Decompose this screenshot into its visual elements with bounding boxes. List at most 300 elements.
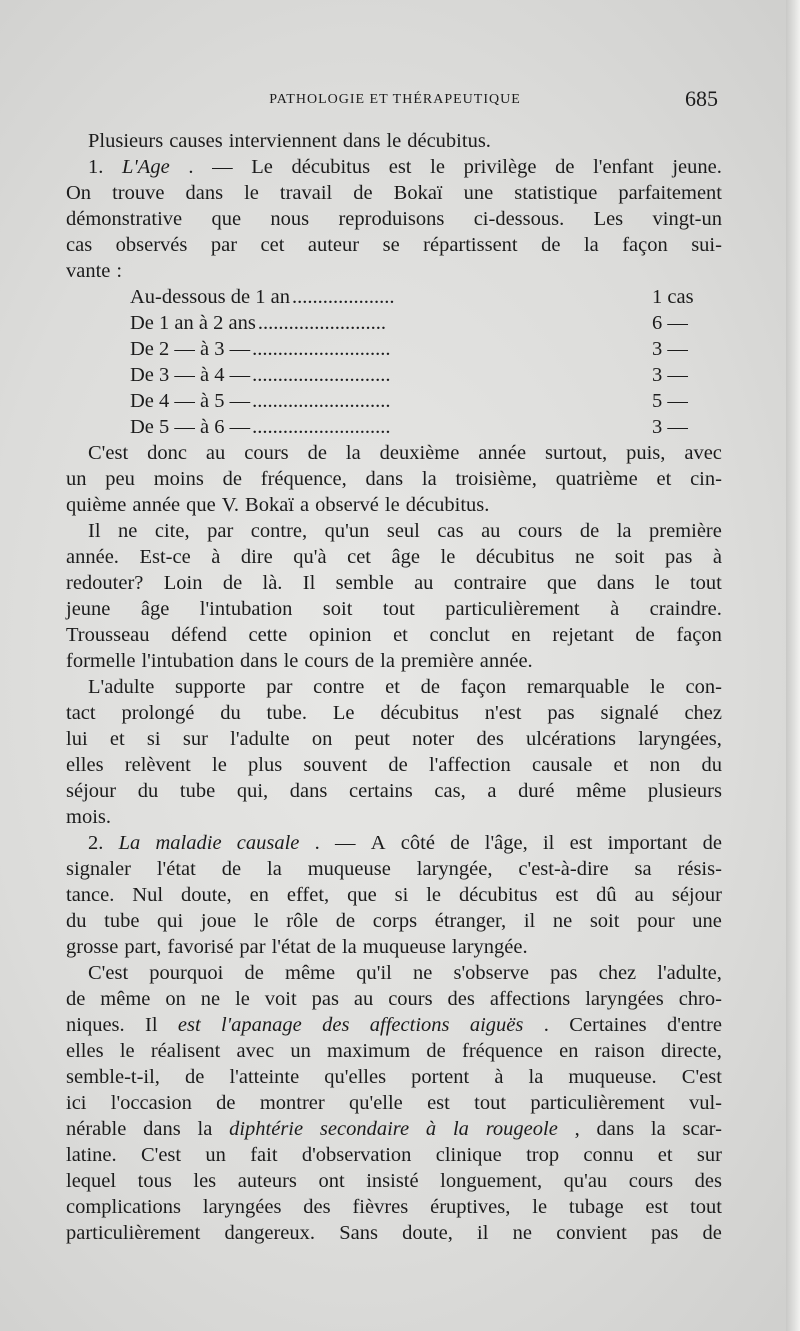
word: nous	[270, 208, 310, 230]
word: rôle	[286, 910, 319, 932]
word: portent	[411, 1066, 470, 1088]
word: l'intubation	[141, 650, 234, 672]
text-line	[66, 1012, 722, 1038]
word: est	[177, 1014, 201, 1036]
word: :	[116, 260, 123, 282]
word: causale	[532, 754, 593, 776]
word: la	[528, 1066, 544, 1088]
word: que	[347, 884, 377, 906]
word: latine.	[66, 1144, 117, 1166]
word: aiguës	[469, 1014, 524, 1036]
word: 1.	[88, 156, 104, 178]
word: .	[188, 156, 194, 178]
age-range-label: De 1 an à 2 ans	[130, 312, 256, 334]
word: conclut	[429, 624, 490, 646]
word: C'est	[88, 442, 129, 464]
word: de	[66, 988, 86, 1010]
word: se	[382, 234, 400, 256]
word: sa	[634, 858, 652, 880]
word: diphtérie	[229, 1118, 304, 1140]
word: c'est-à-dire	[518, 858, 609, 880]
word: duré	[518, 780, 555, 802]
word: décubitus	[458, 884, 538, 906]
paragraph	[66, 830, 722, 960]
word: observés	[115, 234, 188, 256]
word: parfaitement	[618, 182, 722, 204]
word: secondaire	[319, 1118, 410, 1140]
word: surtout,	[545, 442, 608, 464]
text-line	[66, 1168, 722, 1194]
word: cours	[517, 520, 563, 542]
age-range-label: Au-dessous de 1 an	[130, 286, 290, 308]
word: vul-	[688, 1092, 722, 1114]
age-range-label: De 5 — à 6 —	[130, 416, 251, 438]
word: année.	[66, 546, 119, 568]
word: ont	[318, 1170, 345, 1192]
word: lequel	[66, 1170, 117, 1192]
word: éruptives,	[430, 1196, 511, 1218]
word: ne	[512, 1222, 533, 1244]
word: le	[235, 988, 250, 1010]
word: de	[702, 1222, 722, 1244]
word: qu'à	[293, 546, 327, 568]
text-line	[66, 596, 722, 622]
word: l'état	[271, 936, 311, 958]
word: et	[613, 754, 629, 776]
word: deuxième	[379, 442, 460, 464]
word: des	[303, 1196, 331, 1218]
word: laryngée.	[451, 936, 528, 958]
word: affections	[369, 1014, 450, 1036]
word: Trousseau	[66, 624, 150, 646]
word: Il	[145, 1014, 158, 1036]
text-line	[66, 1142, 722, 1168]
word: il	[542, 832, 555, 854]
word: de	[354, 650, 375, 672]
page-edge-shadow	[786, 0, 800, 1331]
word: que	[211, 208, 242, 230]
word: V.	[221, 494, 240, 516]
word: lui	[66, 728, 88, 750]
word: sur	[696, 1144, 722, 1166]
word: de	[222, 572, 243, 594]
word: tout	[690, 1196, 722, 1218]
word: décubitus	[475, 546, 555, 568]
word: le	[430, 156, 445, 178]
word: moins	[153, 468, 204, 490]
word: sur	[182, 728, 208, 750]
word: fréquence	[462, 1040, 543, 1062]
dot-leader: ...........................	[252, 338, 391, 360]
word: dans	[596, 1118, 635, 1140]
word: que	[546, 572, 577, 594]
word: soit	[614, 546, 645, 568]
word: séjour	[671, 884, 722, 906]
word: et	[109, 728, 125, 750]
word: l'affection	[428, 754, 511, 776]
word: .	[314, 832, 320, 854]
word: par	[266, 676, 293, 698]
word: connu	[583, 1144, 634, 1166]
word: A	[370, 832, 386, 854]
word: de	[450, 832, 470, 854]
word: doute,	[402, 1222, 453, 1244]
word: reproduisons	[338, 208, 445, 230]
word: cours	[628, 1170, 674, 1192]
word: laryngées	[202, 1196, 282, 1218]
word: le	[532, 1196, 548, 1218]
paragraph	[66, 674, 722, 830]
word: de	[185, 1066, 205, 1088]
text-line	[66, 648, 722, 674]
word: étranger,	[434, 910, 507, 932]
word: est	[388, 156, 412, 178]
age-range-label: De 3 — à 4 —	[130, 364, 251, 386]
table-row	[66, 362, 716, 388]
word: laryngées	[585, 988, 664, 1010]
word: là.	[262, 572, 283, 594]
word: et	[393, 624, 408, 646]
word: non	[649, 754, 681, 776]
word: la	[583, 234, 599, 256]
word: contre	[313, 676, 365, 698]
word: doute,	[180, 884, 232, 906]
word: contre,	[250, 520, 308, 542]
word: avec	[236, 1040, 275, 1062]
word: soit	[322, 598, 353, 620]
word: l'adulte	[230, 728, 290, 750]
word: l'âge,	[484, 832, 528, 854]
case-count: 3 —	[652, 364, 688, 386]
word: convient	[556, 1222, 627, 1244]
word: l'apanage	[221, 1014, 302, 1036]
word: il	[523, 910, 536, 932]
word: Nul	[132, 884, 164, 906]
word: tubage	[568, 1196, 624, 1218]
word: la	[650, 1118, 666, 1140]
word: d'observation	[301, 1144, 412, 1166]
word: un	[205, 1144, 226, 1166]
text-line	[66, 544, 722, 570]
text-line	[66, 1038, 722, 1064]
word: tous	[137, 1170, 172, 1192]
word: a	[487, 780, 497, 802]
word: prolongé	[121, 702, 195, 724]
word: peut	[354, 728, 390, 750]
word: le	[440, 546, 456, 568]
word: elles	[66, 1040, 104, 1062]
word: Le	[251, 156, 273, 178]
word: signalé	[600, 702, 659, 724]
word: au	[634, 884, 654, 906]
word: La	[118, 832, 141, 854]
word: à	[610, 598, 620, 620]
word: âge	[140, 598, 170, 620]
word: montrer	[259, 1092, 325, 1114]
word: est	[645, 1196, 669, 1218]
table-row	[66, 284, 716, 310]
text-line	[66, 700, 722, 726]
word: de	[541, 234, 561, 256]
word: année.	[479, 650, 533, 672]
word: au	[414, 572, 434, 594]
word: travail	[279, 182, 333, 204]
word: le	[119, 1040, 135, 1062]
word: séjour	[66, 780, 117, 802]
word: des	[694, 1170, 722, 1192]
word: Plusieurs	[88, 130, 164, 152]
word: à	[425, 1118, 437, 1140]
word: maladie	[155, 832, 222, 854]
word: des	[447, 988, 475, 1010]
word: muqueuse	[307, 858, 391, 880]
word: à	[494, 1066, 504, 1088]
word: effet,	[286, 884, 330, 906]
word: de	[579, 520, 600, 542]
word: cite,	[154, 520, 190, 542]
word: remarquable	[526, 676, 630, 698]
word: au	[205, 442, 226, 464]
text-line	[66, 726, 722, 752]
word: si	[394, 884, 409, 906]
word: qu'un	[324, 520, 370, 542]
paragraph	[66, 518, 722, 674]
word: décubitus.	[405, 494, 490, 516]
word: grosse	[66, 936, 119, 958]
dot-leader: ....................	[292, 286, 395, 308]
word: seul	[386, 520, 420, 542]
text-line	[66, 518, 722, 544]
word: noter	[412, 728, 455, 750]
table-row	[66, 414, 716, 440]
word: un	[290, 1040, 311, 1062]
word: de	[307, 442, 327, 464]
word: le	[244, 182, 259, 204]
word: fréquence,	[260, 468, 347, 490]
paragraph	[66, 440, 722, 518]
word: chro-	[678, 988, 722, 1010]
dot-leader: ...........................	[252, 416, 391, 438]
word: du	[220, 702, 241, 724]
word: C'est	[140, 1144, 182, 1166]
word: certains	[349, 780, 413, 802]
word: pour	[637, 910, 675, 932]
word: jeune	[66, 598, 111, 620]
word: dire	[240, 546, 273, 568]
paragraph	[66, 128, 722, 154]
word: qui	[157, 910, 184, 932]
word: On	[66, 182, 92, 204]
word: cette	[248, 624, 288, 646]
word: signaler	[66, 858, 131, 880]
word: Loin	[163, 572, 203, 594]
word: du	[137, 780, 159, 802]
text-line	[66, 232, 722, 258]
word: L'adulte	[88, 676, 155, 698]
word: craindre.	[649, 598, 722, 620]
text-line	[66, 1220, 722, 1246]
word: avec	[684, 442, 722, 464]
word: au	[353, 988, 374, 1010]
word: est	[555, 884, 579, 906]
word: la	[345, 442, 361, 464]
word: ne	[200, 988, 221, 1010]
word: un	[66, 468, 87, 490]
word: décubitus	[380, 702, 459, 724]
word: trouve	[112, 182, 165, 204]
word: en	[249, 884, 269, 906]
word: réalisent	[150, 1040, 221, 1062]
word: si	[146, 728, 161, 750]
word: clinique	[435, 1144, 502, 1166]
word: par	[210, 234, 238, 256]
word: redouter?	[66, 572, 144, 594]
word: décubitus	[291, 156, 371, 178]
word: façon	[622, 234, 668, 256]
word: même	[100, 988, 151, 1010]
word: a	[300, 494, 310, 516]
word: répartissent	[423, 234, 518, 256]
word: démonstrative	[66, 208, 183, 230]
word: Les	[593, 208, 624, 230]
word: rejetant	[552, 624, 614, 646]
word: tube	[104, 910, 140, 932]
word: plusieurs	[647, 780, 722, 802]
word: pas	[665, 546, 693, 568]
word: ici	[66, 1092, 87, 1114]
word: tout	[689, 572, 722, 594]
word: et	[656, 468, 672, 490]
word: façon	[676, 624, 722, 646]
word: interviennent	[228, 130, 337, 152]
running-title: PATHOLOGIE ET THÉRAPEUTIQUE	[269, 92, 521, 107]
text-line	[66, 804, 722, 830]
word: opinion	[308, 624, 372, 646]
word: semble	[335, 572, 394, 594]
word: le	[426, 884, 442, 906]
word: dangereux.	[224, 1222, 316, 1244]
case-count: 5 —	[652, 390, 688, 412]
word: la	[267, 858, 282, 880]
word: de	[316, 936, 336, 958]
word: est	[569, 832, 593, 854]
text-line	[66, 960, 722, 986]
word: de	[635, 624, 655, 646]
body-text	[66, 128, 722, 1246]
word: laryngée,	[416, 858, 493, 880]
text-line	[66, 986, 722, 1012]
word: le	[649, 676, 665, 698]
word: dans	[342, 130, 381, 152]
word: est	[427, 1092, 450, 1114]
word: en	[559, 1040, 579, 1062]
case-count: 3 —	[652, 416, 688, 438]
text-line	[66, 1194, 722, 1220]
word: que	[186, 494, 216, 516]
word: même	[285, 962, 336, 984]
word: —	[212, 156, 233, 178]
word: le	[386, 130, 402, 152]
word: Il	[302, 572, 316, 594]
word: on	[165, 988, 186, 1010]
word: troisième,	[455, 468, 537, 490]
word: le	[384, 494, 400, 516]
dot-leader: ...........................	[252, 364, 391, 386]
word: particulièrement	[66, 1222, 201, 1244]
word: cours	[304, 650, 349, 672]
word: de	[221, 858, 242, 880]
word: pas	[651, 1222, 679, 1244]
word: par	[239, 936, 266, 958]
word: le	[253, 910, 269, 932]
word: cas	[66, 234, 93, 256]
word: première	[400, 650, 474, 672]
word: raison	[594, 1040, 645, 1062]
word: et	[385, 676, 400, 698]
word: âge	[391, 546, 420, 568]
word: quatrième	[555, 468, 638, 490]
word: façon	[460, 676, 507, 698]
word: affections	[489, 988, 571, 1010]
word: d'entre	[667, 1014, 722, 1036]
word: trop	[526, 1144, 560, 1166]
word: favorisé	[167, 936, 234, 958]
word: une	[463, 182, 494, 204]
word: année	[478, 442, 527, 464]
word: corps	[372, 910, 418, 932]
word: le	[283, 650, 299, 672]
word: important	[607, 832, 688, 854]
word: la	[452, 1118, 469, 1140]
text-line	[66, 180, 722, 206]
case-count: 1 cas	[652, 286, 694, 308]
text-line	[66, 778, 722, 804]
word: laryngées,	[638, 728, 722, 750]
word: de	[555, 156, 575, 178]
word: —	[335, 832, 356, 854]
word: au	[481, 520, 501, 542]
text-line	[66, 258, 722, 284]
word: peu	[105, 468, 135, 490]
word: puis,	[626, 442, 666, 464]
word: chez	[598, 962, 637, 984]
word: dans	[239, 650, 278, 672]
word: ne	[118, 520, 138, 542]
word: C'est	[88, 962, 129, 984]
word: fièvres	[352, 1196, 409, 1218]
word: jeune.	[672, 156, 722, 178]
word: du	[66, 910, 87, 932]
word: l'adulte,	[657, 962, 722, 984]
word: l'atteinte	[229, 1066, 300, 1088]
word: relèvent	[124, 754, 191, 776]
word: directe,	[661, 1040, 722, 1062]
word: Bokaï	[245, 494, 295, 516]
word: dans	[365, 468, 404, 490]
word: Est-ce	[139, 546, 191, 568]
word: cours	[388, 988, 433, 1010]
word: voit	[264, 988, 297, 1010]
word: pas	[311, 988, 339, 1010]
word: ne	[413, 962, 433, 984]
word: à	[712, 546, 722, 568]
word: à	[211, 546, 221, 568]
word: quième	[66, 494, 127, 516]
paragraph	[66, 154, 722, 284]
word: de	[216, 1092, 236, 1114]
word: qu'elles	[324, 1066, 387, 1088]
text-line	[66, 622, 722, 648]
